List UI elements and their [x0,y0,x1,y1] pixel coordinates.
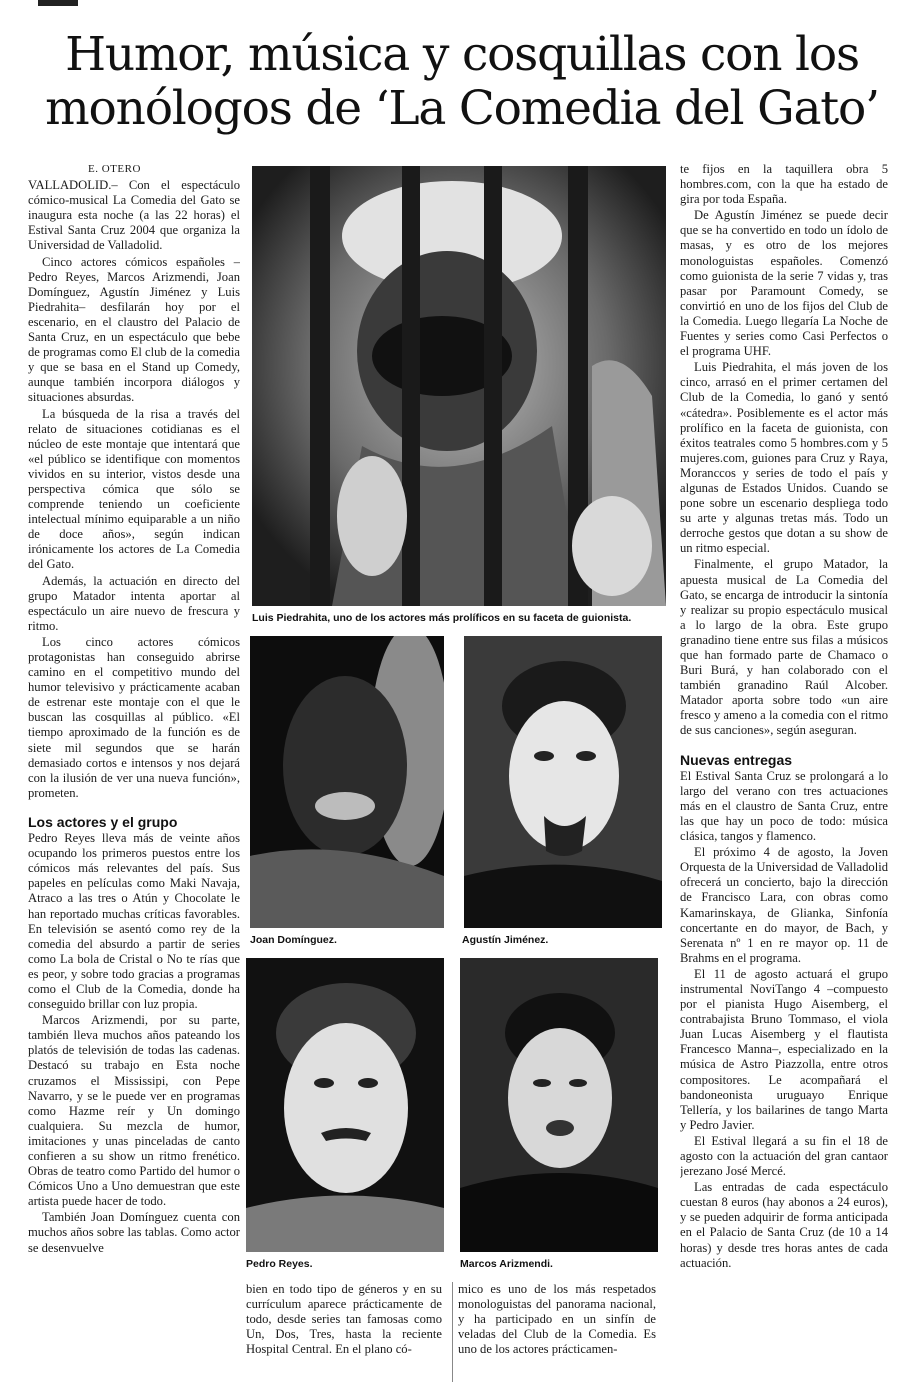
paragraph: Además, la actuación en directo del grupo Matador intenta aportar al espectáculo un aire nuevo de frescura y ritmo. [28,573,240,633]
photo-luis-piedrahita-image [252,166,666,606]
headline [22,28,902,136]
paragraph: De Agustín Jiménez se puede decir que se ha convertido en todo un ídolo de masas, y es otro de los mejores monologuistas españoles. Comenzó como guionista de la serie 7 vidas y, tras pasar por Paramount Comedy, se convirtió en uno de los fijos del Club de la Comedia. Luego llegaría La Noche de Fuentes y series como Casi Perfectos o el programa UHF. [680,208,888,359]
photo-marcos-arizmendi-image [460,958,658,1252]
photo-marcos-arizmendi [460,958,658,1252]
article-column-3 [680,162,888,1388]
paragraph: bien en todo tipo de géneros y en su currículum aparece prácticamente de todo, desde series tan famosas como Un, Dos, Tres, hasta la reciente Hospital Central. En el plano có- [246,1282,442,1357]
caption-pedro: Pedro Reyes. [246,1258,313,1270]
paragraph: Las entradas de cada espectáculo cuestan 8 euros (hay abonos a 24 euros), y se pueden adquirir de forma anticipada en el Palacio de Santa Cruz (de 10 a 14 horas) y desde tres horas antes de cada actuación. [680,1180,888,1270]
photo-agustin-jimenez [464,636,662,928]
photo-joan-dominguez-image [250,636,444,928]
paragraph: te fijos en la taquillera obra 5 hombres.com, con la que ha estado de gira por toda España. [680,162,888,207]
section-subhead: Los actores y el grupo [28,813,178,830]
paragraph: mico es uno de los más respetados monologuistas del panorama nacional, y ha participado en un sinfín de veladas del Club de la Comedia. Es uno de los actores prácticamen- [458,1282,656,1357]
photo-agustin-jimenez-image [464,636,662,928]
page-corner-mark [38,0,78,6]
paragraph: Cinco actores cómicos españoles –Pedro Reyes, Marcos Arizmendi, Joan Domínguez, Agustín Jiménez y Luis Piedrahita– desfilarán hoy por el escenario, en el claustro del Palacio de Santa Cruz, en un espectáculo que bebe de programas como El club de la comedia y que se basa en el Stand up Comedy, aunque también incorpora diálogos y situaciones absurdas. [28,254,240,405]
paragraph: Finalmente, el grupo Matador, la apuesta musical de La Comedia del Gato, se encarga de introducir la sintonía y realizar su propio espectáculo musical a lo largo de la obra. Este grupo granadino tiene entre sus filas a músicos que han formado parte de Chamaco o Buri Burá, y han colaborado con el también granadino Raúl Alcober. Matador aporta sobre todo «un aire fresco y ameno a la comedia con el ritmo de sus canciones», según aseguran. [680,557,888,738]
paragraph: También Joan Domínguez cuenta con muchos años sobre las tablas. Como actor se desenvuelve [28,1210,240,1255]
paragraph: Pedro Reyes lleva más de veinte años ocupando los primeros puestos entre los cómicos más relevantes del país. Sus papeles en películas como Maki Navaja, Atraco a las tres o Atún y Chocolate le han reportado muchas críticas favorables. En televisión se asentó como rey de la comedia del absurdo a partir de series como La bola de Cristal o No te rías que es peor, y sobre todo gracias a programas como el Club de la Comedia, donde ha conseguido brillar con luz propia. [28,831,240,1012]
photo-pedro-reyes [246,958,444,1252]
article-column-1 [28,162,240,1388]
article-column-2a [246,1282,442,1388]
column-rule [452,1282,453,1382]
paragraph: El Estival llegará a su fin el 18 de agosto con la actuación del gran cantaor jerezano José Mercé. [680,1133,888,1179]
paragraph: VALLADOLID.– Con el espectáculo cómico-musical La Comedia del Gato se inaugura esta noche (a las 22 horas) el Estival Santa Cruz 2004 que organiza la Universidad de Valladolid. [28,178,240,253]
caption-marcos: Marcos Arizmendi. [460,1258,553,1270]
headline-line-2: monólogos de ‘La Comedia del Gato’ [45,81,879,136]
article-column-2b [458,1282,656,1388]
photo-luis-piedrahita [252,166,666,606]
paragraph: El 11 de agosto actuará el grupo instrumental NoviTango 4 –compuesto por el pianista Hugo Aisemberg, el contrabajista Bruno Tommaso, el viola Juan Lucas Aisemberg y el flautista Francesco Manna–, especializado en la música de Astro Piazzolla, entre otros compositores. Le acompañará el bandoneonista uruguayo Enrique Tellería, y los bailarines de tango Marta y Pedro Javier. [680,966,888,1132]
paragraph: El próximo 4 de agosto, la Joven Orquesta de la Universidad de Valladolid ofrecerá un concierto, bajo la dirección de Francisco Lara, con obras como Kamarinskaya, de Glianka, Sinfonía concertante en do mayor, de Bach, y Serenata nº 1 en re mayor op. 11 de Brahms en el programa. [680,845,888,965]
paragraph: Marcos Arizmendi, por su parte, también lleva muchos años pateando los platós de televisión de todas las cadenas. Destacó su trabajo en Esta noche cruzamos el Mississipi, con Pepe Navarro, y se le puede ver en programas como Hazme reír y Un domingo cualquiera. Su mezcla de humor, imitaciones y unas pinceladas de canto confieren a su show un ritmo frenético. Obras de teatro como Partido del humor o Cómicos Uno a Uno demuestran que este artista puede hacer de todo. [28,1013,240,1209]
paragraph: El Estival Santa Cruz se prolongará a lo largo del verano con tres actuaciones más en el claustro de Santa Cruz, entre las que hay un poco de todo: música clásica, tangos y flamenco. [680,768,888,844]
caption-agustin: Agustín Jiménez. [462,934,549,946]
byline: E. OTERO [88,163,141,175]
paragraph: Los cinco actores cómicos protagonistas han conseguido abrirse camino en el competitivo mundo del humor televisivo y prácticamente acaban de estrenar este montaje con el que le buscan las cosquillas al público. «El tiempo aproximado de la función es de siete mil segundos que se harán demasiado cortos e intensos y nos dejará con la ilusión de ver una nueva función», prometen. [28,634,240,800]
section-subhead: Nuevas entregas [680,751,793,768]
photo-pedro-reyes-image [246,958,444,1252]
headline-line-1: Humor, música y cosquillas con los [65,27,859,82]
photo-joan-dominguez [250,636,444,928]
paragraph: Luis Piedrahita, el más joven de los cinco, arrasó en el primer certamen del Club de la Comedia, lo ganó y sentó «cátedra». Posiblemente es el actor más prolífico en la faceta de guionista, con éxitos teatrales como 5 hombres.com y 5 mujeres.com, guiones para Cruz y Raya, Moranccos y series de todo el país y algunas de Estados Unidos. Cuando se pone sobre un escenario despliega todo su arte y algunas tretas más. Todo un derroche gestos que dotan a su show de un ritmo especial. [680,360,888,556]
caption-joan: Joan Domínguez. [250,934,337,946]
paragraph: La búsqueda de la risa a través del relato de situaciones cotidianas es el núcleo de este montaje que intentará que «el público se identifique con momentos vividos en su interior, vistos desde una perspectiva cómica que sólo se comprende teniendo un coeficiente intelectual mínimo equiparable a un niño de doce años», según indican irónicamente los actores de La Comedia del Gato. [28,406,240,572]
caption-main-photo: Luis Piedrahita, uno de los actores más prolíficos en su faceta de guionista. [252,612,632,624]
